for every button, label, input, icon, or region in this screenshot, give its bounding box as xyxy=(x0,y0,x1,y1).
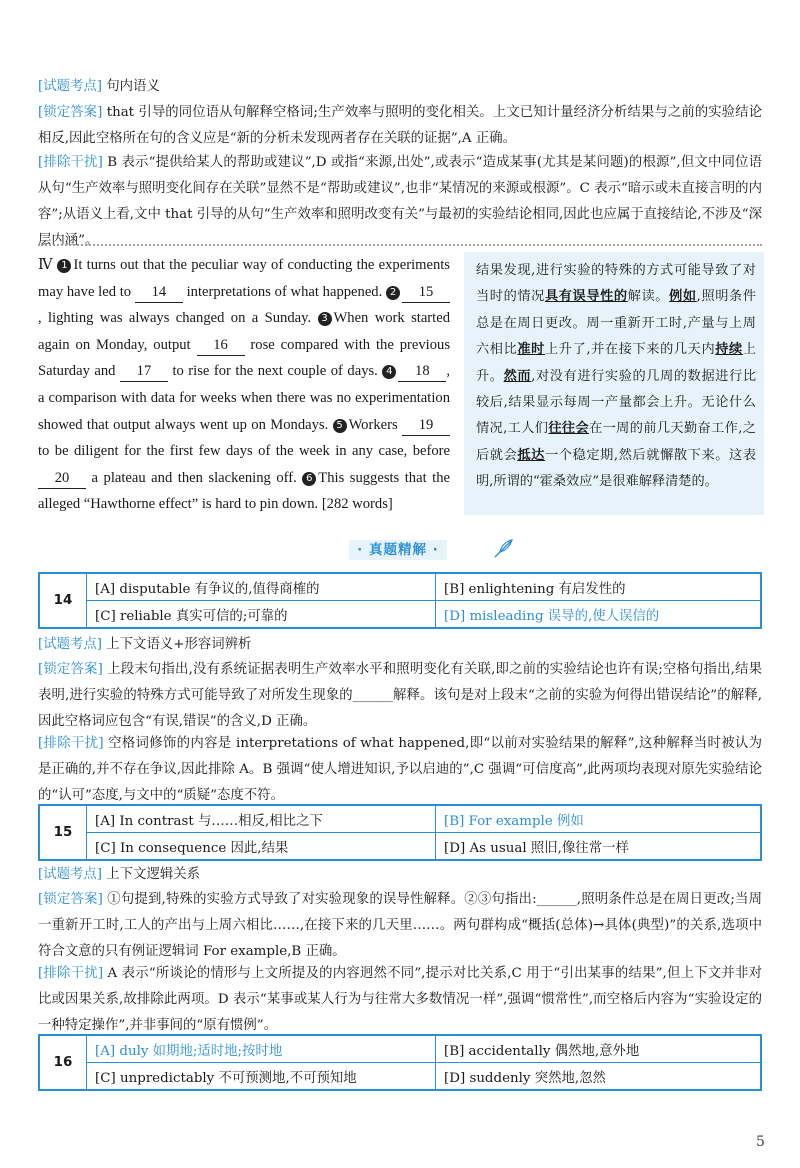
sentence-number-5: 5 xyxy=(333,419,347,433)
word-count: [282 words] xyxy=(321,496,393,513)
kaodian-label: [试题考点] xyxy=(38,79,103,94)
page-number: 5 xyxy=(756,1134,765,1150)
question-number: 15 xyxy=(39,805,87,860)
sentence-1b: interpretations of what happened. xyxy=(182,283,383,300)
sentence-1a: It turns out that the peculiar way of conducting the experiments may have led to xyxy=(38,257,450,300)
q14-kaodian xyxy=(38,632,762,658)
ganrao-text: A 表示“所谈论的情形与上文所提及的内容迥然不同”,提示对比关系,C 用于“引出某事的结果”,但上下文并非对比或因果关系,故排除此两项。D 表示“某事或某人行为与往常大多数情况一样”,强调“惯常性”,而空格后内容为“实验设定的一种特定操作”,并非事间的“原有惯例”。 xyxy=(38,966,762,1033)
translation-text-3: ,照明条件总是在周日更改。周一重新开工时,产量与上周六相比 xyxy=(476,289,757,358)
translation-text-2: 解读。 xyxy=(627,289,670,305)
sentence-2: , lighting was always changed on a Sunday. xyxy=(38,310,312,327)
sentence-number-4: 4 xyxy=(382,365,396,379)
kaodian-label: [试题考点] xyxy=(38,867,103,882)
sentence-number-6: 6 xyxy=(302,472,316,486)
sentence-number-1: 1 xyxy=(57,259,71,273)
sentence-5a: Workers xyxy=(348,416,402,433)
sentence-number-2: 2 xyxy=(386,286,400,300)
option-a-answer[interactable]: [A] duly 如期地;适时地;按时地 xyxy=(87,1035,436,1063)
translation-text-8: 一个稳定期,然后就懈散下来。这表明,所谓的“霍桑效应”是很难解释清楚的。 xyxy=(476,447,757,490)
q15-daan xyxy=(38,887,762,965)
option-d[interactable]: [D] As usual 照旧,像往常一样 xyxy=(436,833,762,861)
options-table-15 xyxy=(38,804,762,861)
q15-kaodian xyxy=(38,862,762,888)
option-c[interactable]: [C] In consequence 因此,结果 xyxy=(87,833,436,861)
ganrao-label: [排除干扰] xyxy=(38,155,103,170)
option-b[interactable]: [B] enlightening 有启发性的 xyxy=(436,573,762,601)
option-a[interactable]: [A] In contrast 与……相反,相比之下 xyxy=(87,805,436,833)
sentence-5b: to be diligent for the first few days of the week in any case, before xyxy=(38,443,450,460)
option-b[interactable]: [B] accidentally 偶然地,意外地 xyxy=(436,1035,762,1063)
top-kaodian xyxy=(38,74,762,100)
daan-text: ①句提到,特殊的实验方式导致了对实验现象的误导性解释。②③句指出:______,照明条件总是在周日更改;当周一重新开工时,工人的产出与上周六相比……,在接下来的几天里……。两句群构成“概括(总体)→具体(典型)”的关系,选项中符合文意的只有例证逻辑词 For example,B 正确。 xyxy=(38,892,762,959)
ganrao-label: [排除干扰] xyxy=(38,736,104,751)
q14-ganrao xyxy=(38,731,762,809)
option-c[interactable]: [C] unpredictably 不可预测地,不可预知地 xyxy=(87,1063,436,1091)
sentence-3b: rose compared with the previous Saturday and xyxy=(38,336,450,380)
blank-14[interactable]: 14 xyxy=(135,282,183,303)
daan-text: that 引导的同位语从句解释空格词;生产效率与照明的变化相关。上文已知计量经济分析结果与之前的实验结论相反,因此空格所在句的含义应是“新的分析未发现两者存在关联的证据”,A 正确。 xyxy=(38,105,762,146)
sentence-5c: a plateau and then slackening off. xyxy=(86,469,297,486)
q15-ganrao xyxy=(38,961,762,1039)
sentence-6: This suggests that the alleged “Hawthorne effect” is hard to pin down. xyxy=(38,469,450,513)
blank-18[interactable]: 18 xyxy=(398,361,446,382)
section-title xyxy=(308,538,488,562)
translation-highlight-6: 往往会 xyxy=(548,421,590,437)
top-ganrao xyxy=(38,150,762,254)
section-title-text: · 真题精解 · xyxy=(349,540,447,560)
blank-20[interactable]: 20 xyxy=(38,468,86,489)
daan-text: 上段末句指出,没有系统证据表明生产效率水平和照明变化有关联,即之前的实验结论也许有误;空格句指出,结果表明,进行实验的特殊方式可能导致了对所发生现象的______解释。该句是对上段末“之前的实验为何得出错误结论”的解释,因此空格词应包含“有误,错误”的含义,D 正确。 xyxy=(38,662,762,729)
option-b-answer[interactable]: [B] For example 例如 xyxy=(436,805,762,833)
dotted-separator xyxy=(38,244,762,246)
options-table-14 xyxy=(38,572,762,629)
question-number: 14 xyxy=(39,573,87,628)
translation-text-5: 上升。 xyxy=(476,342,757,384)
option-d-answer[interactable]: [D] misleading 误导的,使人误信的 xyxy=(436,601,762,629)
q14-daan xyxy=(38,657,762,735)
options-table-16 xyxy=(38,1034,762,1091)
option-d[interactable]: [D] suddenly 突然地,忽然 xyxy=(436,1063,762,1091)
sentence-3c: to rise for the next couple of days. xyxy=(167,363,378,380)
ganrao-text: 空格词修饰的内容是 interpretations of what happened,即“以前对实验结果的解释”,这种解释当时被认为是正确的,并不存在争议,因此排除 A。B 强调“使人增进知识,予以启迪的”,C 强调“可信度高”,此两项均表现对原先实验结论的“认可”态度,与文中的“质疑”态度不符。 xyxy=(38,736,762,803)
translation-highlight-2: 例如 xyxy=(669,289,697,305)
translation-highlight-5: 然而 xyxy=(503,368,532,384)
translation-text-1: 结果发现,进行实验的特殊的方式可能导致了对当时的情况 xyxy=(476,263,756,305)
ganrao-label: [排除干扰] xyxy=(38,966,104,981)
passage-paragraph xyxy=(38,252,450,518)
question-number: 16 xyxy=(39,1035,87,1090)
translation-text-7: 在一周的前几天勤奋工作,之后就会 xyxy=(476,421,756,463)
translation-highlight-7: 抵达 xyxy=(517,447,545,463)
kaodian-text: 句内语义 xyxy=(106,79,160,94)
blank-19[interactable]: 19 xyxy=(402,415,450,436)
translation-highlight-3: 准时 xyxy=(517,342,545,358)
option-a[interactable]: [A] disputable 有争议的,值得商榷的 xyxy=(87,573,436,601)
blank-17[interactable]: 17 xyxy=(120,361,168,382)
sentence-4: , a comparison with data for weeks when there was no experimentation showed that output always went up on Mondays. xyxy=(38,363,450,433)
translation-highlight-1: 具有误导性的 xyxy=(544,289,628,305)
daan-label: [锁定答案] xyxy=(38,662,103,677)
translation-text-6: ,对没有进行实验的几周的数据进行比较后,结果显示每周一产量都会上升。无论什么情况,工人们 xyxy=(476,368,757,437)
kaodian-text: 上下文语义+形容词辨析 xyxy=(106,637,252,652)
sentence-number-3: 3 xyxy=(318,312,332,326)
daan-label: [锁定答案] xyxy=(38,892,103,907)
daan-label: [锁定答案] xyxy=(38,105,103,120)
kaodian-text: 上下文逻辑关系 xyxy=(106,867,201,882)
option-c[interactable]: [C] reliable 真实可信的;可靠的 xyxy=(87,601,436,629)
kaodian-label: [试题考点] xyxy=(38,637,103,652)
sentence-3a: When work started again on Monday, output xyxy=(38,310,450,353)
translation-highlight-4: 持续 xyxy=(715,342,743,358)
feather-icon xyxy=(492,536,516,560)
paragraph-number: Ⅳ xyxy=(38,257,54,273)
top-daan xyxy=(38,100,762,152)
blank-16[interactable]: 16 xyxy=(197,335,245,356)
translation-box xyxy=(464,252,764,515)
translation-text-4: 上升了,并在接下来的几天内 xyxy=(544,342,716,358)
ganrao-text: B 表示“提供给某人的帮助或建议”,D 或指“来源,出处”,或表示“造成某事(尤其是某问题)的根源”,但文中同位语从句“生产效率与照明变化间存在关联”显然不是“帮助或建议”,也非“某情况的来源或根源”。C 表示“暗示或未直接言明的内容”;从语义上看,文中 that 引导的从句“生产效率和照明改变有关”与最初的实验结论相同,因此也应属于直接结论,不涉及“深层内涵”。 xyxy=(38,155,762,248)
blank-15[interactable]: 15 xyxy=(402,282,450,303)
